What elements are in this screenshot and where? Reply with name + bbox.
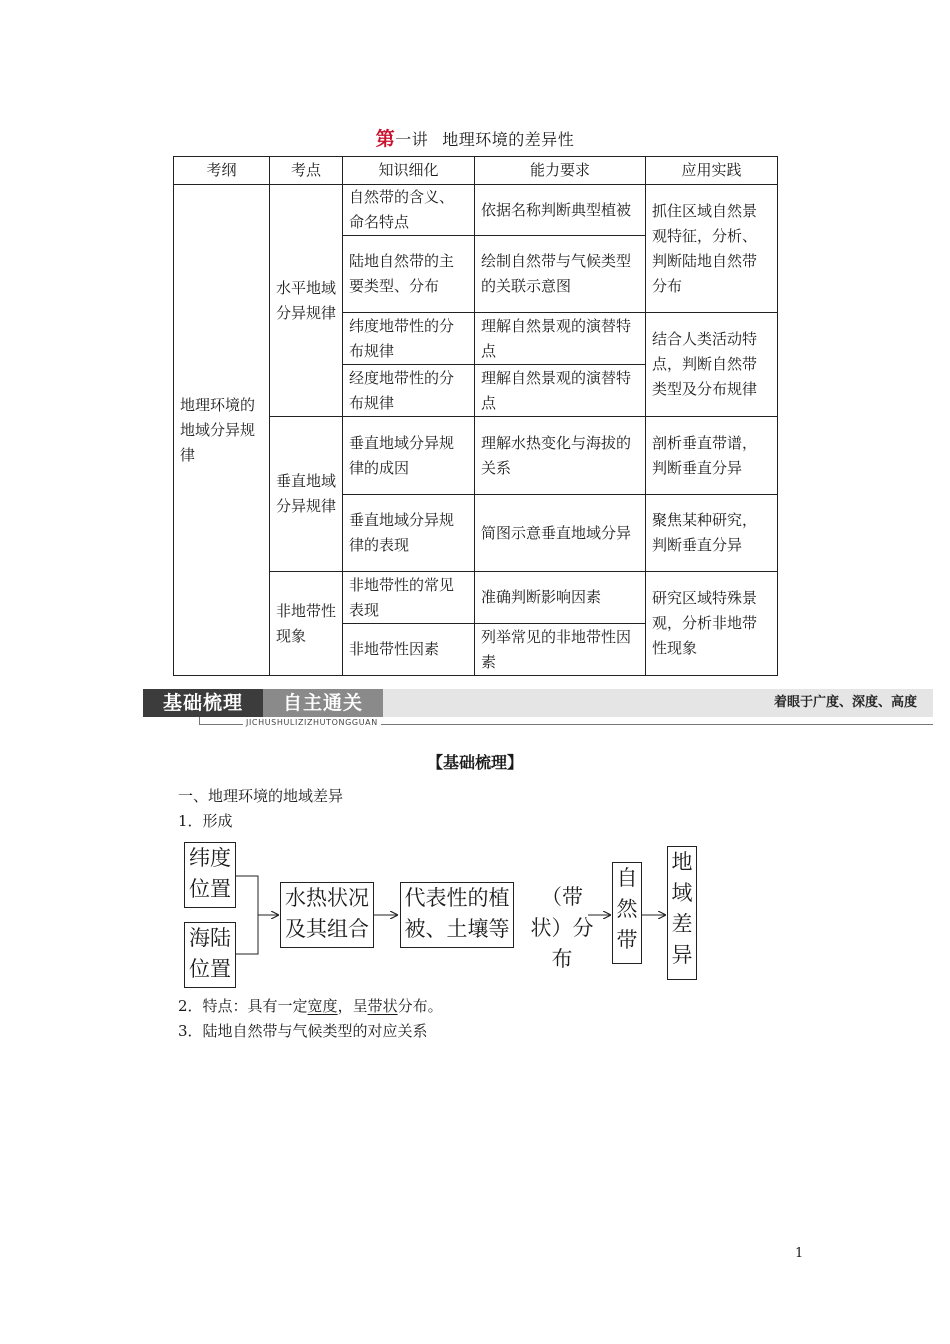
table-row <box>174 185 778 236</box>
ability-cell: 理解自然景观的演替特点 <box>475 365 646 417</box>
header-ability: 能力要求 <box>475 157 646 185</box>
detail-cell: 陆地自然带的主要类型、分布 <box>343 236 475 313</box>
banner-label-basic: 基础梳理 <box>143 689 263 717</box>
ability-cell: 理解水热变化与海拔的关系 <box>475 417 646 495</box>
banner-slogan: 着眼于广度、深度、高度 <box>773 695 917 710</box>
practice-cell: 研究区域特殊景观，分析非地带性现象 <box>646 572 778 676</box>
practice-cell: 剖析垂直带谱，判断垂直分异 <box>646 417 778 495</box>
detail-cell: 垂直地域分异规律的表现 <box>343 495 475 572</box>
title-main: 地理环境的差异性 <box>442 130 575 149</box>
detail-cell: 经度地带性的分布规律 <box>343 365 475 417</box>
flow-regional-difference: 地域差异 <box>667 846 697 980</box>
detail-cell: 纬度地带性的分布规律 <box>343 313 475 365</box>
flow-water-heat: 水热状况及其组合 <box>280 882 374 948</box>
ability-cell: 准确判断影响因素 <box>475 572 646 624</box>
section-banner <box>143 689 933 735</box>
page-title <box>0 124 950 151</box>
feature-band: 带状 <box>367 997 398 1015</box>
feature-text: 分布。 <box>397 997 443 1015</box>
banner-label-self: 自主通关 <box>263 689 383 717</box>
header-practice: 应用实践 <box>646 157 778 185</box>
syllabus-table <box>173 156 778 676</box>
detail-cell: 自然带的含义、命名特点 <box>343 185 475 236</box>
detail-cell: 非地带性的常见表现 <box>343 572 475 624</box>
ability-cell: 绘制自然带与气候类型的关联示意图 <box>475 236 646 313</box>
ability-cell: 简图示意垂直地域分异 <box>475 495 646 572</box>
table-header-row <box>174 157 778 185</box>
header-topic: 考点 <box>270 157 343 185</box>
topic-vertical: 垂直地域分异规律 <box>270 417 343 572</box>
banner-pinyin: JICHUSHULIZIZHUTONGGUAN <box>243 718 381 727</box>
feature-text: 2．特点：具有一定 <box>178 997 308 1015</box>
topic-horizontal: 水平地域分异规律 <box>270 185 343 417</box>
practice-cell: 结合人类活动特点，判断自然带类型及分布规律 <box>646 313 778 417</box>
detail-cell: 非地带性因素 <box>343 624 475 676</box>
header-syllabus: 考纲 <box>174 157 270 185</box>
formation-flowchart <box>180 840 720 990</box>
heading-zone-climate: 3．陆地自然带与气候类型的对应关系 <box>178 1022 428 1040</box>
syllabus-cell: 地理环境的地域分异规律 <box>174 185 270 676</box>
feature-width: 宽度 <box>307 997 338 1015</box>
ability-cell: 理解自然景观的演替特点 <box>475 313 646 365</box>
heading-regional-difference: 一、地理环境的地域差异 <box>178 787 344 805</box>
flow-band-distribution: （带状）分布 <box>530 885 594 971</box>
practice-cell: 聚焦某种研究，判断垂直分异 <box>646 495 778 572</box>
flow-latitude-position: 纬度位置 <box>184 842 236 908</box>
page-number: 1 <box>795 1246 804 1261</box>
practice-cell: 抓住区域自然景观特征，分析、判断陆地自然带分布 <box>646 185 778 313</box>
ability-cell: 依据名称判断典型植被 <box>475 185 646 236</box>
flow-natural-zone: 自然带 <box>612 862 642 964</box>
flow-land-sea-position: 海陆位置 <box>184 922 236 988</box>
section-heading: 【基础梳理】 <box>426 753 523 772</box>
header-detail: 知识细化 <box>343 157 475 185</box>
title-prefix: 第 <box>375 128 396 150</box>
detail-cell: 垂直地域分异规律的成因 <box>343 417 475 495</box>
flow-vegetation-soil: 代表性的植被、土壤等 <box>400 882 514 948</box>
topic-azonal: 非地带性现象 <box>270 572 343 676</box>
title-lecture: 一讲 <box>395 130 429 149</box>
feature-line <box>178 996 443 1016</box>
ability-cell: 列举常见的非地带性因素 <box>475 624 646 676</box>
heading-formation: 1．形成 <box>178 812 233 830</box>
banner-divider <box>199 717 200 724</box>
feature-text: ，呈 <box>337 997 368 1015</box>
